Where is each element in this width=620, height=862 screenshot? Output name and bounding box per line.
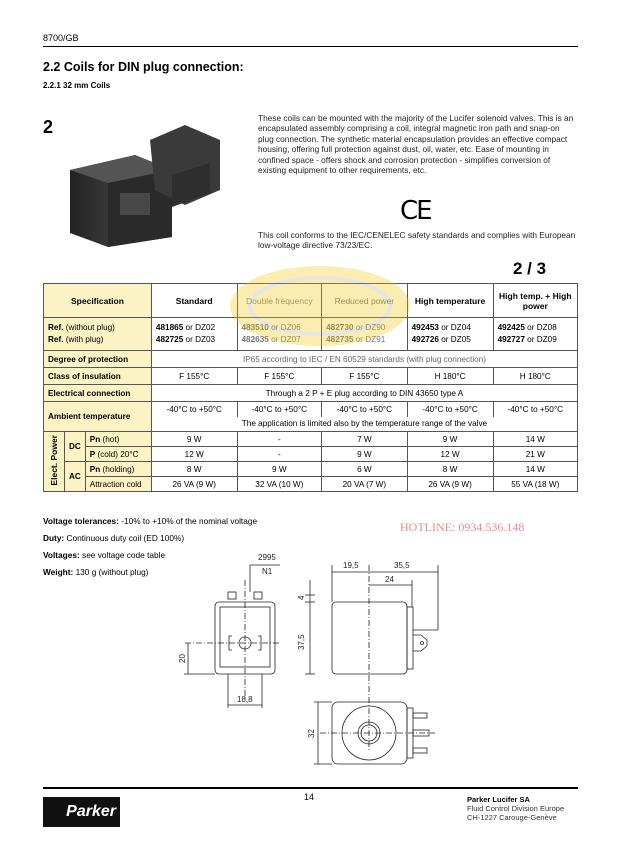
power-value: -	[237, 432, 322, 447]
power-value: 8 W	[151, 462, 237, 477]
power-value: 14 W	[493, 432, 577, 447]
header-standard: Standard	[151, 284, 237, 318]
dim-4: 4	[297, 595, 306, 600]
dim-18-8: 18,8	[237, 695, 253, 704]
power-value: 55 VA (18 W)	[493, 477, 577, 492]
company-info: Parker Lucifer SA Fluid Control Division Europe CH-1227 Carouge-Genève	[467, 795, 565, 822]
table-row-refs: Ref. (without plug) Ref. (with plug) 481865 or DZ02 482725 or DZ03 483510 or DZ06 482635 or DZ07 482730 or DZ90 482735 or DZ91 492453 or DZ04 492726 or DZ05 492425 or DZ08 492727 or DZ09	[44, 318, 578, 351]
dim-37-5: 37,5	[297, 634, 306, 650]
table-row-insulation: Class of insulation F 155°C F 155°C F 155°C H 180°C H 180°C	[44, 368, 578, 385]
note-voltages: Voltages: see voltage code table	[43, 550, 166, 560]
power-value: 9 W	[151, 432, 237, 447]
spec-table	[43, 283, 578, 492]
power-value: 12 W	[407, 447, 493, 462]
power-row-label: P (cold) 20°C	[85, 447, 151, 462]
power-row-label: Pn (hot)	[85, 432, 151, 447]
power-row-label: Pn (holding)	[85, 462, 151, 477]
table-row-connection: Electrical connection Through a 2 P + E plug according to DIN 43650 type A	[44, 385, 578, 402]
table-row-protection: Degree of protection IP65 according to IEC / EN 60529 standards (with plug connection)	[44, 351, 578, 368]
ac-label: AC	[65, 462, 86, 492]
section-subtitle: 2.2.1 32 mm Coils	[43, 81, 111, 90]
ref-cell: 492453 or DZ04 492726 or DZ05	[407, 318, 493, 351]
power-value: -	[237, 447, 322, 462]
power-value: 8 W	[407, 462, 493, 477]
table-row-ambient: Ambient temperature -40°C to +50°C -40°C to +50°C -40°C to +50°C -40°C to +50°C -40°C to +50°C	[44, 402, 578, 417]
coil-photo	[60, 115, 235, 250]
dim-part: 2995	[258, 553, 276, 562]
dim-19-5: 19,5	[343, 561, 359, 570]
dimension-drawing	[170, 550, 450, 770]
header-reduced-power: Reduced power	[322, 284, 407, 318]
power-value: 9 W	[407, 432, 493, 447]
power-value: 7 W	[322, 432, 407, 447]
figure-number: 2	[43, 117, 54, 137]
header-double-frequency: Double frequency	[237, 284, 322, 318]
parker-logo: Parker	[43, 797, 120, 827]
power-value: 9 W	[322, 447, 407, 462]
document-reference: 8700/GB	[43, 33, 79, 43]
power-value: 14 W	[493, 462, 577, 477]
header-high-temp-power: High temp. + High power	[493, 284, 577, 318]
ref-cell: 492425 or DZ08 492727 or DZ09	[493, 318, 577, 351]
power-value: 6 W	[322, 462, 407, 477]
ref-cell: 481865 or DZ02 482725 or DZ03	[151, 318, 237, 351]
table-row-power	[44, 462, 578, 477]
note-duty: Duty: Continuous duty coil (ED 100%)	[43, 533, 185, 543]
section-title: 2.2 Coils for DIN plug connection:	[43, 60, 244, 74]
power-value: 20 VA (7 W)	[322, 477, 407, 492]
conformity-text: This coil conforms to the IEC/CENELEC safety standards and complies with European low-voltage directive 73/23/EC.	[258, 230, 576, 251]
power-value: 12 W	[151, 447, 237, 462]
dim-20: 20	[178, 654, 187, 663]
header-high-temperature: High temperature	[407, 284, 493, 318]
elect-power-label: Elect. Power	[49, 435, 59, 486]
table-row-power	[44, 447, 578, 462]
dim-24: 24	[385, 575, 394, 584]
power-value: 26 VA (9 W)	[151, 477, 237, 492]
dim-part2: N1	[262, 567, 273, 576]
intro-paragraph: These coils can be mounted with the majority of the Lucifer solenoid valves. This is an encapsulated assembly comprising a coil, integral magnetic iron path and snap-on plug connection. The synthetic material encapsulation provides an effective compact housing, offering full protection against dust, oil, water, etc. Ease of mounting in confined space - offers shock and corrosion protection - simplifies conversion of existing equipment to other requirements, etc.	[258, 113, 574, 176]
note-voltage-tolerances: Voltage tolerances: -10% to +10% of the nominal voltage	[43, 516, 258, 526]
power-row-label: Attraction cold	[85, 477, 151, 492]
watermark-hotline: HOTLINE: 0934.536.148	[400, 520, 525, 534]
ref-cell: 482730 or DZ90 482735 or DZ91	[322, 318, 407, 351]
power-value: 21 W	[493, 447, 577, 462]
table-row-power	[44, 432, 578, 447]
ce-mark: CE	[400, 196, 431, 226]
page-number: 14	[304, 792, 315, 802]
power-value: 32 VA (10 W)	[237, 477, 322, 492]
dc-label: DC	[65, 432, 86, 462]
ratio-label: 2 / 3	[513, 259, 547, 278]
ref-cell: 483510 or DZ06 482635 or DZ07	[237, 318, 322, 351]
dim-35-5: 35,5	[394, 561, 410, 570]
header-rule	[43, 46, 578, 47]
note-weight: Weight: 130 g (without plug)	[43, 567, 149, 577]
power-value: 26 VA (9 W)	[407, 477, 493, 492]
ambient-note: The application is limited also by the temperature range of the valve	[151, 417, 577, 432]
dim-32: 32	[307, 729, 316, 738]
power-value: 9 W	[237, 462, 322, 477]
header-specification: Specification	[44, 284, 152, 318]
footer-rule	[43, 787, 578, 789]
table-row-power	[44, 477, 578, 492]
